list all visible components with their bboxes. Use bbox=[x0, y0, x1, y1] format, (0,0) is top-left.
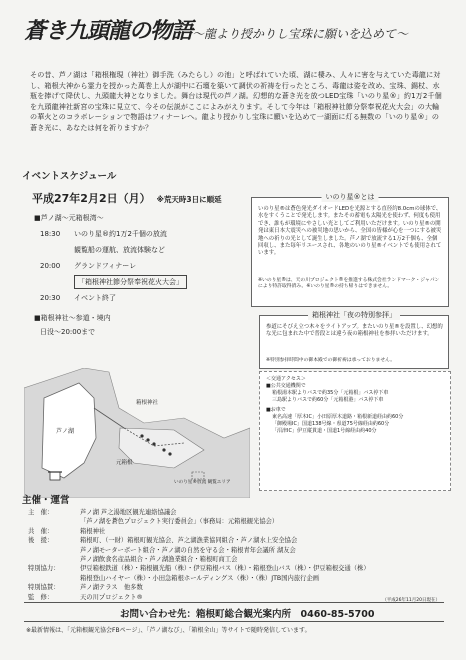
org-label: 共 催： bbox=[28, 527, 54, 535]
night-visit-title: 箱根神社「夜の特別参拝」 bbox=[308, 310, 400, 320]
inori-info-box bbox=[251, 193, 449, 307]
venue-shrine-time: 日没〜20:00まで bbox=[40, 328, 96, 336]
org-value: 箱根町、（一財）箱根町観光協会、芦之湖漁業協同組合・芦ノ湖水上安全協会 bbox=[80, 537, 298, 545]
organizers-list bbox=[28, 508, 448, 602]
access-public-line: 三島駅よりバスで約60分「元箱根港」バス停下車 bbox=[272, 397, 384, 403]
schedule-text: 観覧船の運航、放流体験など bbox=[74, 246, 165, 254]
org-row bbox=[28, 517, 448, 526]
access-box bbox=[259, 371, 451, 491]
rain-note: ※荒天時3日に順延 bbox=[156, 195, 222, 204]
org-row bbox=[28, 508, 448, 517]
org-label bbox=[28, 517, 80, 526]
access-car-line: 「御殿場IC」国道138号線・県道75号線経由約60分 bbox=[272, 421, 390, 427]
contact-text: お問い合わせ先：箱根町総合観光案内所 0460-85-5700 bbox=[120, 609, 375, 620]
night-visit-body: 参道にそびえ立つ木々をライトアップ。またいのり星®を設置し、幻想的な光に包まれた中で普段とは違う夜の箱根神社を参拝いただけます。 bbox=[266, 324, 443, 338]
org-label: 特別協力： bbox=[28, 565, 60, 573]
latest-info-note: ※最新情報は、「元箱根観光協会FBページ」、「芦ノ湖なび」、「箱根全山」等サイトで随時発信しています。 bbox=[26, 627, 311, 634]
org-value: 芦ノ湖テラス 他多数 bbox=[80, 584, 143, 592]
night-visit-note: ※特別参拝時間中の御本殿での御祈祷は承っておりません。 bbox=[266, 358, 396, 363]
area-map bbox=[24, 368, 250, 498]
fireworks-label: 「箱根神社節分祭奉祝花火大会」 bbox=[74, 275, 187, 289]
org-row bbox=[28, 555, 448, 564]
org-label bbox=[28, 546, 80, 555]
schedule-time: 20:30 bbox=[40, 294, 61, 302]
schedule-row bbox=[40, 245, 165, 255]
schedule-text: イベント終了 bbox=[74, 294, 116, 302]
org-value: 芦ノ湖 芦之湯地区観光連絡協議会 bbox=[80, 509, 177, 516]
access-public-heading: ■公共交通機関で bbox=[266, 383, 306, 389]
as-of-date: （平成26年11月20日現在） bbox=[382, 598, 440, 603]
org-row bbox=[28, 546, 448, 555]
org-value: 伊豆箱根鉄道（株）・箱根観光船（株）・伊豆箱根バス（株）・箱根登山バス（株）・伊豆箱根交通（株） bbox=[80, 565, 370, 573]
org-value: 天の川プロジェクト® bbox=[80, 593, 143, 601]
org-label: 監 修： bbox=[28, 593, 54, 601]
night-visit-box bbox=[259, 311, 449, 369]
map-label-shrine: 箱根神社 bbox=[136, 400, 159, 406]
map-label-lake: 芦ノ湖 bbox=[56, 428, 75, 435]
title-main: 蒼き九頭龍の物語 bbox=[24, 18, 193, 44]
intro-text: その昔、芦ノ湖は「箱根権現（神社）御手洗（みたらし）の池」と呼ばれていた頃、湖に棲み、人々に害を与えていた毒龍に対し、箱根大神から霊力を授かった萬巻上人が湖中に石壇を築いて調伏の祈祷を行ったところ、毒龍は姿を改め、宝珠、錫杖、水瓶を捧げて降伏し、九頭龍大神となりました。舞台は現代の芦ノ湖。幻想的な蒼き光を放つLED宝珠「いのり星®」約1万2千個を九頭龍神社新宮の宝珠に見立て、今その伝説がここによみがえります。そして今年は「箱根神社節分祭奉祝花火大会」の大輪の華火とのコラボレーションで物語はフィナーレへ。龍より授かりし宝珠に願いを込めて一湖面に灯る無数の「いのり星®」の蒼き光に、あなたは何を祈りますか？ bbox=[30, 70, 442, 132]
access-car-line: 「沼津IC」伊豆縦貫道・国道1号線経由約40分 bbox=[272, 428, 377, 434]
org-row bbox=[28, 536, 448, 545]
org-value: 箱根登山ハイヤー（株）・小田急箱根ホールディングス（株）・（株）JTB国内旅行企画 bbox=[80, 574, 320, 582]
org-row bbox=[28, 574, 448, 583]
org-label bbox=[28, 574, 80, 583]
schedule-text: グランドフィナーレ bbox=[74, 262, 137, 270]
org-row bbox=[28, 583, 448, 592]
schedule-heading: イベントスケジュール bbox=[22, 171, 117, 182]
access-car-heading: ■お車で bbox=[266, 407, 286, 413]
access-title: ＜交通アクセス＞ bbox=[266, 376, 306, 382]
inori-box-body: いのり星®は蒼色発光ダイオードLEDを光源とする直径約8.0cmの球体で、水をすくうことで発光します。またその蓄電も太陽光を使わず、何度も使用でき、誰もが環境にやさしい光としてご利用いただけます。いのり星®の開発は東日本大震災への被災地の思いから、全国の皆様が心を一つにする被災地への祈りの光として誕生しました。芦ノ湖で放流する1万2千個も、全個回収し、また毎年リユースされ、各地のいのり星®イベントでも使用されています。 bbox=[258, 206, 442, 257]
map-legend: いのり星®放流 観覧エリア bbox=[174, 480, 231, 485]
org-value: 芦ノ湖モーターボート組合・芦ノ湖の自然を守る会・箱根青年会議所 湖友会 bbox=[80, 546, 296, 554]
map-label-motohakone: 元箱根 bbox=[116, 460, 133, 466]
org-value: 箱根神社 bbox=[80, 527, 106, 535]
venue-lake: ■芦ノ湖〜元箱根湾〜 bbox=[34, 214, 104, 222]
org-label: 特別協賛： bbox=[28, 584, 60, 592]
inori-box-note: ※いのり星®は、天の川プロジェクト®を推進する株式会社ランドマーク・ジャパンにより特許取得済み。※いのり星®の持ち帰りはできません。 bbox=[258, 278, 440, 290]
title-sub: 〜龍より授かりし宝珠に願いを込めて〜 bbox=[192, 27, 409, 41]
schedule-row bbox=[40, 261, 136, 271]
org-row bbox=[28, 527, 448, 536]
contact-bar bbox=[24, 602, 444, 622]
schedule-row bbox=[40, 275, 187, 289]
org-label bbox=[28, 555, 80, 564]
org-value: 「芦ノ湖を蒼色プロジェクト実行委員会」（事務局：元箱根観光協会） bbox=[80, 518, 279, 526]
event-date-text: 平成27年2月2日（月） bbox=[32, 192, 151, 205]
schedule-text: いのり星®約1万2千個の放流 bbox=[74, 230, 167, 238]
access-public-line: 箱根湯本駅よりバスで約35分「元箱根」バス停下車 bbox=[272, 390, 389, 396]
event-date bbox=[32, 190, 222, 206]
org-label: 主 催： bbox=[28, 509, 54, 516]
org-value: 芦ノ湖飲食名産品組合・芦ノ湖漁業組合・箱根町商工会 bbox=[80, 556, 238, 564]
org-row bbox=[28, 564, 448, 573]
org-label: 後 援： bbox=[28, 537, 54, 545]
schedule-time: 20:00 bbox=[40, 262, 61, 270]
page-title bbox=[24, 14, 444, 48]
inori-box-title: いのり星®とは bbox=[322, 192, 379, 202]
venue-shrine: ■箱根神社〜参道・境内 bbox=[34, 314, 111, 322]
access-car-line: 東名高速「厚木IC」小田原厚木道路・箱根新道経由約60分 bbox=[272, 414, 404, 420]
organizers-heading: 主催・運営 bbox=[22, 495, 70, 506]
schedule-row bbox=[40, 293, 116, 303]
schedule-time: 18:30 bbox=[40, 230, 61, 238]
schedule-row bbox=[40, 229, 167, 239]
